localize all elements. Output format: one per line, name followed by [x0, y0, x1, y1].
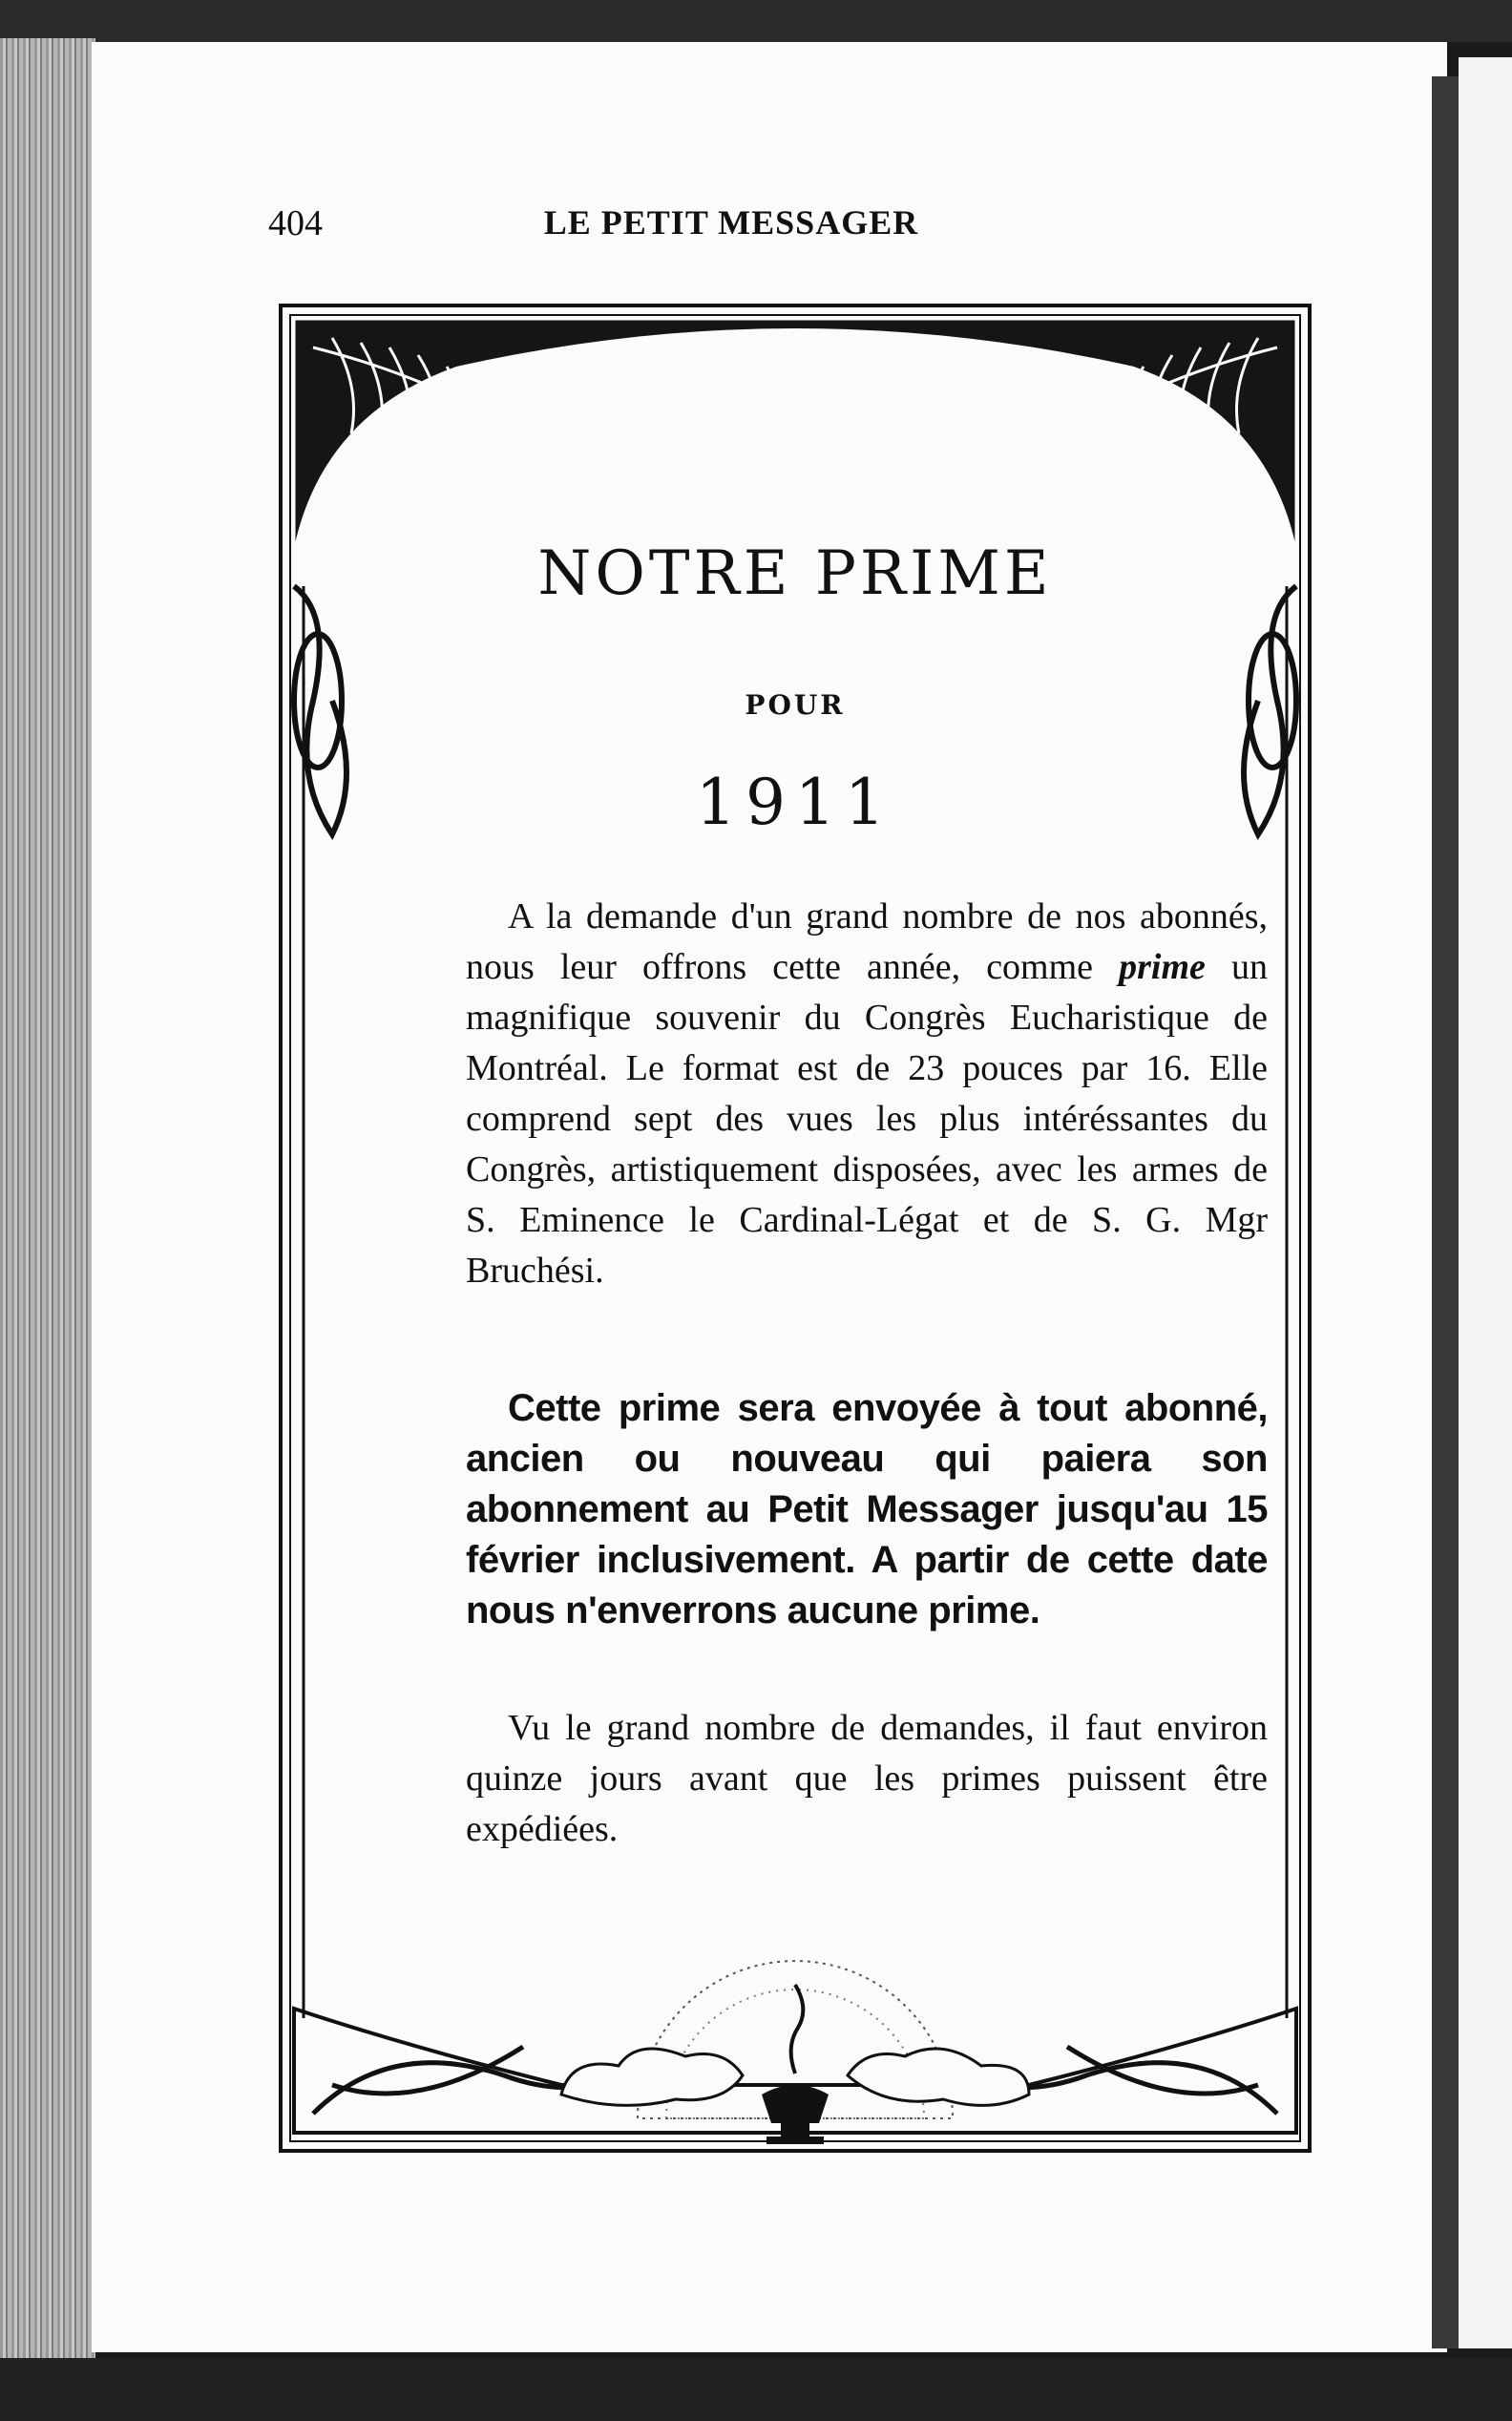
scan-bottom-border [0, 2358, 1512, 2421]
page-number: 404 [268, 203, 323, 243]
notice-year: 1911 [696, 766, 894, 839]
facing-page-edge [1459, 57, 1512, 2348]
notice-paragraph-1 [466, 892, 1268, 1296]
notice-subtitle: POUR [745, 689, 846, 721]
scan-top-border [0, 0, 1512, 42]
paragraph-1-text-end: un magnifique souvenir du Congrès Eucharistique de Montréal. Le format est de 23 pouces par 16. Elle comprend sept des vues les plus intéréssantes du Congrès, artistiquement disposées, avec les armes de S. Eminence le Cardinal-Légat et de S. G. Mgr Bruchési. [466, 947, 1269, 1291]
ornamental-frame [275, 300, 1315, 2157]
notice-title: NOTRE PRIME [537, 538, 1053, 609]
notice-paragraph-3: Vu le grand nombre de demandes, il faut environ quinze jours avant que les primes puissent être expédiées. [466, 1708, 1268, 1849]
book-page-edges [0, 38, 95, 2358]
notice-paragraph-2: Cette prime sera envoyée à tout abonné, ancien ou nouveau qui paiera son abonnement au Petit Messager jusqu'au 15 février inclusivement. A partir de cette date nous n'enverrons aucune prime. [466, 1387, 1268, 1632]
paragraph-1-text-start: A la demande d'un grand nombre de nos abonnés, nous leur offrons cette année, comme [466, 896, 1268, 987]
running-head [92, 202, 1447, 260]
running-title: LE PETIT MESSAGER [543, 203, 919, 242]
book-page [92, 42, 1447, 2352]
paragraph-1-emphasis: prime [1119, 947, 1206, 987]
scan-right-shadow [1432, 76, 1459, 2348]
